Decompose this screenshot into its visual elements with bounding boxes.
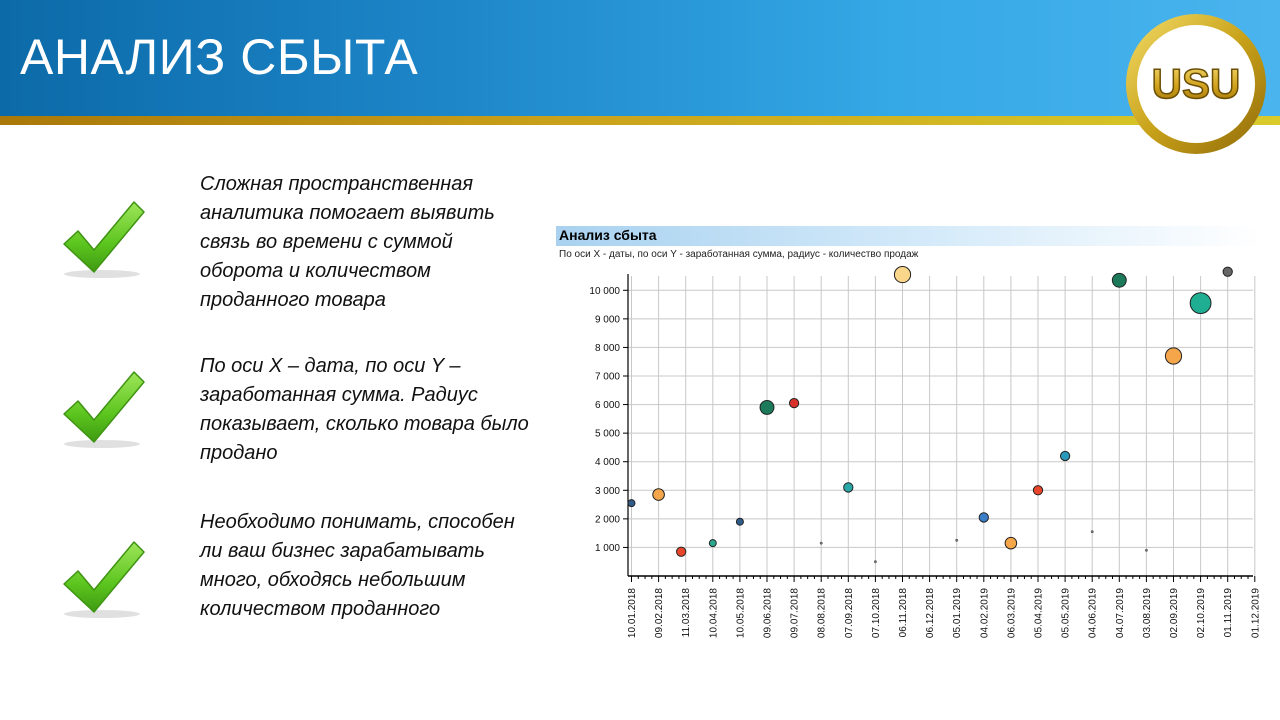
x-tick-label: 10.01.2018 <box>627 588 638 639</box>
chart-subtitle: По оси X - даты, по оси Y - заработанная сумма, радиус - количество продаж <box>559 249 919 260</box>
y-tick-label: 10 000 <box>589 285 620 297</box>
data-point <box>1060 451 1069 460</box>
checkmark-icon <box>58 368 150 450</box>
x-tick-label: 09.02.2018 <box>654 588 666 639</box>
data-point <box>1145 549 1147 551</box>
bullet-text: Необходимо понимать, способен ли ваш бизнес зарабатывать много, обходясь небольшим количеством проданного <box>200 511 515 620</box>
x-tick-label: 04.07.2019 <box>1114 588 1126 639</box>
checkmark-icon <box>58 538 150 620</box>
x-tick-label: 01.11.2019 <box>1223 588 1235 638</box>
data-point <box>736 518 743 525</box>
chart-title: Анализ сбыта <box>559 227 657 243</box>
sales-chart-panel <box>556 226 1280 656</box>
x-tick-label: 07.09.2018 <box>843 588 855 639</box>
y-tick-label: 4 000 <box>594 457 620 469</box>
data-point <box>760 400 774 414</box>
y-tick-label: 2 000 <box>594 514 620 526</box>
scatter-chart <box>556 226 1280 656</box>
y-tick-label: 8 000 <box>594 342 620 354</box>
data-point <box>1112 273 1126 287</box>
data-point <box>979 513 988 522</box>
x-tick-label: 08.08.2018 <box>816 588 828 639</box>
x-tick-label: 02.09.2019 <box>1169 588 1180 639</box>
data-point <box>1165 348 1181 364</box>
data-point <box>653 489 665 501</box>
x-tick-label: 10.04.2018 <box>708 588 720 639</box>
page-title: АНАЛИЗ СБЫТА <box>20 29 419 85</box>
data-point <box>677 547 686 556</box>
bullet-text: Сложная пространственная аналитика помогает выявить связь во времени с суммой оборота и количеством проданного товара <box>200 173 495 311</box>
x-tick-label: 04.06.2019 <box>1087 588 1099 639</box>
data-point <box>1091 531 1093 533</box>
y-tick-label: 3 000 <box>594 485 620 497</box>
y-tick-label: 9 000 <box>594 314 620 326</box>
plot-area <box>628 276 1253 576</box>
y-tick-label: 5 000 <box>594 428 620 440</box>
data-point <box>1033 486 1042 495</box>
x-tick-label: 06.12.2018 <box>925 588 937 639</box>
data-point <box>956 539 958 541</box>
logo-lettering: USU <box>1151 60 1241 107</box>
y-tick-label: 6 000 <box>594 400 620 412</box>
data-point <box>789 398 798 407</box>
data-point <box>1223 267 1232 276</box>
header-bar <box>0 0 1280 118</box>
x-tick-label: 06.03.2019 <box>1006 588 1018 639</box>
x-tick-label: 11.03.2018 <box>681 588 693 638</box>
header-accent-band <box>0 116 1280 125</box>
data-point <box>1190 293 1211 314</box>
data-point <box>874 561 876 563</box>
x-tick-label: 09.07.2018 <box>789 588 801 639</box>
x-tick-label: 06.11.2018 <box>898 588 909 638</box>
x-tick-label: 07.10.2018 <box>870 588 882 639</box>
usu-logo <box>1124 12 1268 156</box>
checkmark-icon <box>58 198 150 280</box>
bullet-text: По оси X – дата, по оси Y – заработанная сумма. Радиус показывает, сколько товара было продано <box>200 355 529 464</box>
x-tick-label: 01.12.2019 <box>1250 588 1262 639</box>
x-tick-label: 03.08.2019 <box>1141 588 1153 639</box>
data-point <box>820 542 822 544</box>
x-tick-label: 05.04.2019 <box>1033 588 1045 639</box>
data-point <box>844 483 853 492</box>
x-tick-label: 05.05.2019 <box>1060 588 1072 639</box>
y-tick-label: 1 000 <box>594 542 620 554</box>
y-tick-label: 7 000 <box>594 371 620 383</box>
x-tick-label: 02.10.2019 <box>1196 588 1208 639</box>
data-point <box>894 266 910 282</box>
x-tick-label: 10.05.2018 <box>735 588 747 639</box>
x-tick-label: 05.01.2019 <box>952 588 964 639</box>
data-point <box>1005 537 1017 549</box>
data-point <box>709 540 716 547</box>
data-point <box>628 500 635 507</box>
x-tick-label: 04.02.2019 <box>979 588 991 639</box>
x-tick-label: 09.06.2018 <box>762 588 774 639</box>
